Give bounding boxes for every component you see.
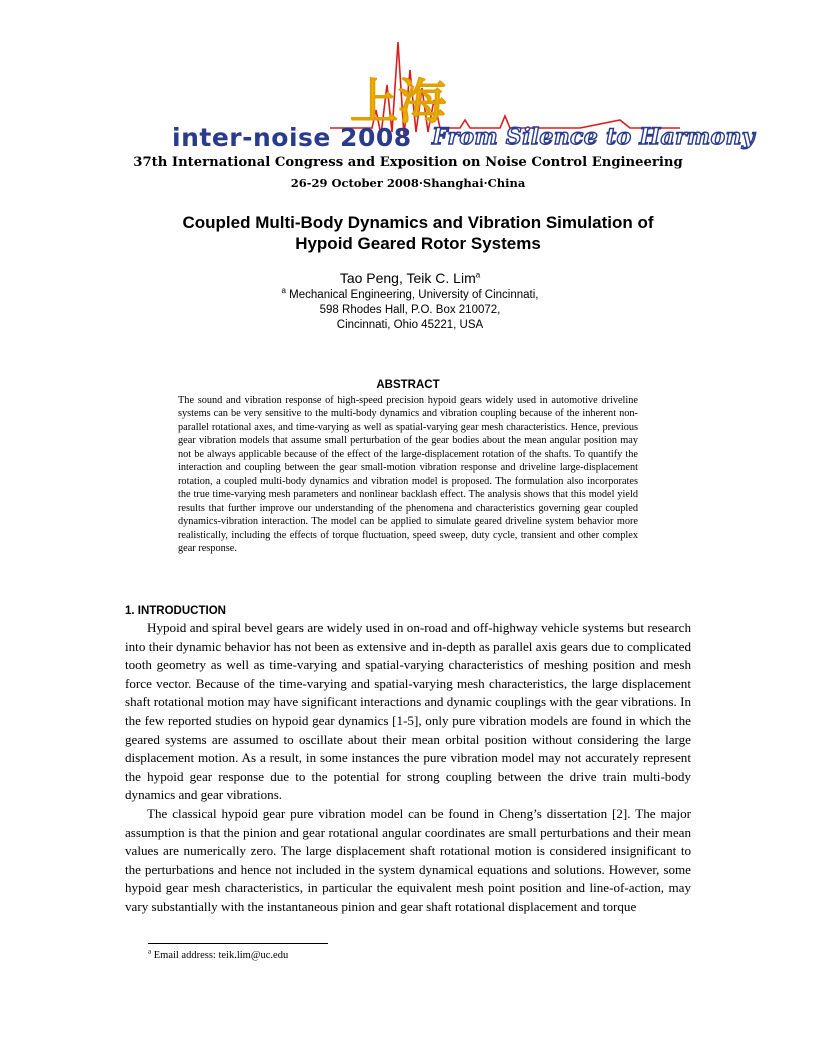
congress-name: 37th International Congress and Exposition on Noise Control Engineering	[133, 155, 683, 170]
conference-dates: 26-29 October 2008·Shanghai·China	[290, 176, 526, 190]
abstract-text: The sound and vibration response of high-speed precision hypoid gears widely used in automotive driveline systems can be very sensitive to the multi-body dynamics and vibration coupling because of the inherent non-parallel rotational axes, and time-varying as well as spatial-varying gear mesh characteristics. Hence, previous gear vibration models that assume small perturbation of the gear bodies about the mean angular position may not be always applicable because of the effect of the large-displacement rotation of the shafts. To quantify the interaction and coupling between the gear small-motion vibration response and driveline large-displacement rotation, a coupled multi-body dynamics and vibration model is proposed. The formulation also incorporates the true time-varying mesh parameters and nonlinear backlash effect. The analysis shows that this model yield results that further improve our understanding of the phenomena and characteristics governing gear coupled dynamics-vibration interaction. The model can be applied to simulate geared driveline system behavior more realistically, including the effects of torque fluctuation, speed sweep, duty cycle, transient and other complex gear response.	[178, 395, 638, 554]
section-heading-introduction: 1. INTRODUCTION	[125, 605, 226, 617]
affiliation	[0, 288, 816, 333]
intro-paragraph-1: Hypoid and spiral bevel gears are widely used in on-road and off-highway vehicle systems but research into their dynamic behavior has not been as extensive and in-depth as parallel axis gears due to complicated tooth geometry as well as time-varying and spatial-varying characteristics of meshing position and mesh force vector. Because of the time-varying and spatial-varying mesh characteristics, the large displacement shaft rotational motion may have significant interactions and dynamic couplings with the gear vibrations. In the few reported studies on hypoid gear dynamics [1-5], only pure vibration models are found in which the geared systems are assumed to oscillate about their mean orbital position without considering the large displacement motion. As a result, in some instances the pure vibration model may not accurately represent the hypoid gear response due to the potential for strong coupling between the drive train multi-body dynamics and gear vibrations.	[125, 620, 691, 803]
author-names: Tao Peng, Teik C. Lim	[339, 270, 476, 286]
title-line-1: Coupled Multi-Body Dynamics and Vibration Simulation of	[182, 213, 654, 232]
footnote-divider	[148, 943, 328, 944]
affiliation-mark: a	[281, 286, 286, 296]
footnote-email: Email address: teik.lim@uc.edu	[153, 950, 289, 961]
authors	[0, 270, 816, 286]
abstract-heading: ABSTRACT	[376, 379, 440, 391]
title-line-2: Hypoid Geared Rotor Systems	[295, 234, 541, 253]
affiliation-line-1: Mechanical Engineering, University of Cincinnati,	[289, 289, 539, 301]
intro-paragraph-2: The classical hypoid gear pure vibration model can be found in Cheng’s dissertation [2]. The major assumption is that the pinion and gear rotational angular coordinates are small perturbations and their mean values are numerically zero. The large displacement shaft rotational motion is considered insignificant to the perturbations and hence not included in the system dynamical equations and solutions. However, some hypoid gear mesh characteristics, in particular the equivalent mesh point position and line-of-action, may vary substantially with the instantaneous pinion and gear shaft rotational displacement and torque	[125, 805, 691, 914]
paper-title	[100, 212, 736, 254]
footnote	[148, 947, 289, 961]
affiliation-line-2: 598 Rhodes Hall, P.O. Box 210072,	[319, 304, 501, 316]
author-footnote-mark: a	[475, 270, 481, 280]
shanghai-logo-text: 上海	[349, 74, 447, 130]
affiliation-line-3: Cincinnati, Ohio 45221, USA	[336, 319, 484, 331]
conference-motto: From Silence to Harmony	[432, 124, 755, 150]
conference-brand: inter-noise 2008	[172, 123, 412, 152]
introduction-body	[125, 619, 691, 917]
footnote-mark: a	[148, 947, 152, 956]
